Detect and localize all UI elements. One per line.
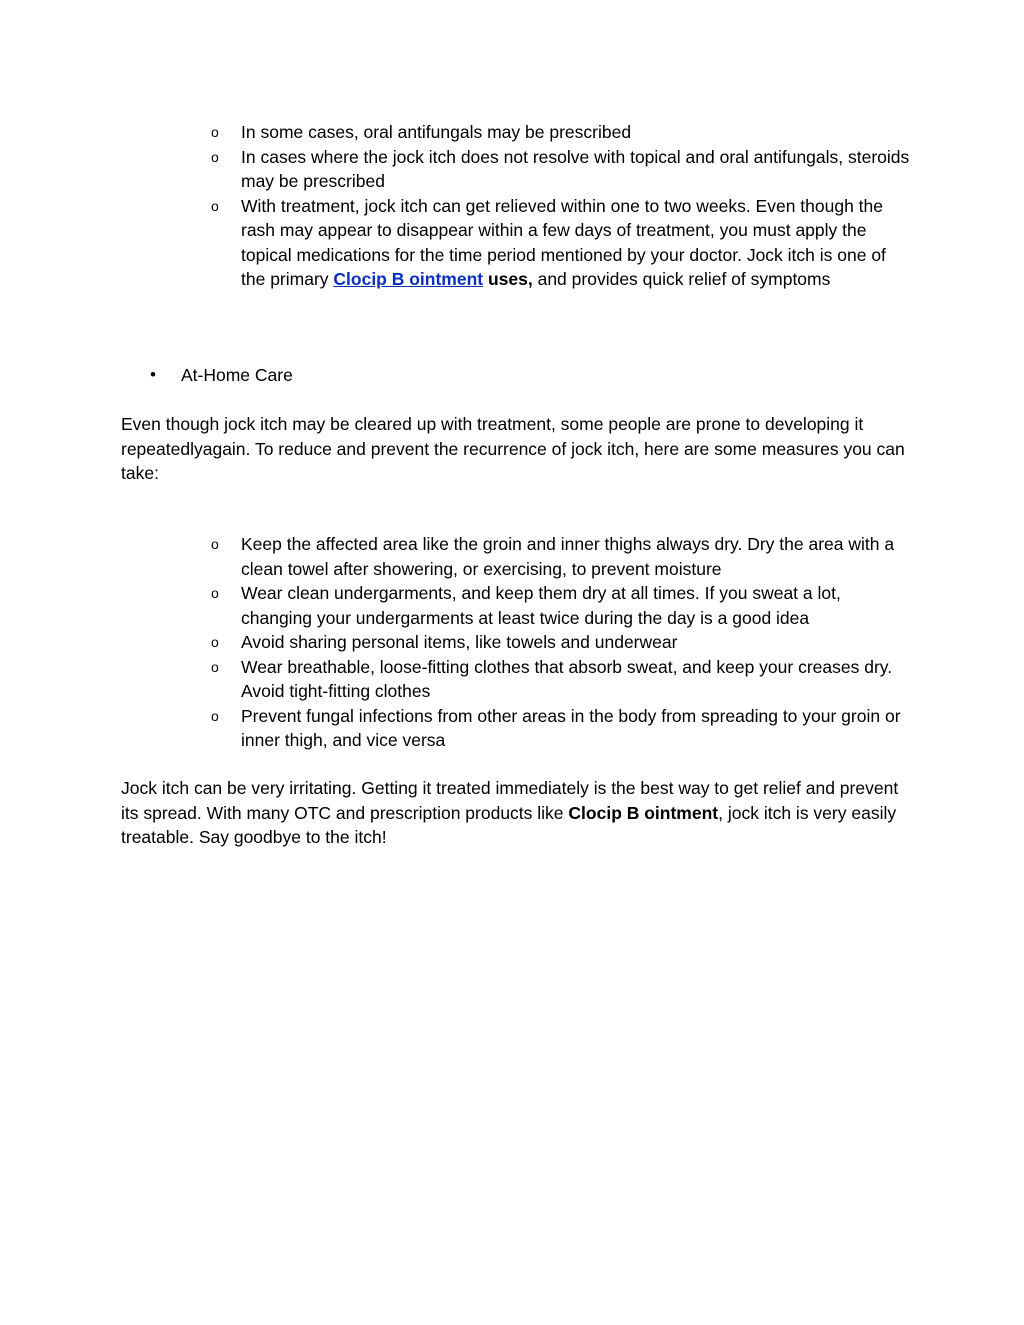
intro-paragraph: Even though jock itch may be cleared up with treatment, some people are prone to developing it repeatedlyagain. To reduce and prevent the recurrence of jock itch, here are some measures you can take: [121,414,905,483]
list-item [0,630,911,655]
list-item [0,194,911,292]
list-bullet: o [211,585,219,601]
list-item [0,532,911,581]
list-bullet: o [211,124,219,140]
measures-list [0,532,1024,753]
treatment-list [0,120,1024,292]
closing-text-end: , jock itch is very easily treatable. Say goodbye to the itch! [121,802,897,847]
list-item-text: Avoid sharing personal items, like towels and underwear [241,632,678,652]
list-item-text: Wear clean undergarments, and keep them dry at all times. If you sweat a lot, changing your undergarments at least twice during the day is a good idea [241,583,841,628]
list-bullet: o [211,197,219,214]
list-bullet: o [211,148,219,165]
list-bullet: o [211,658,219,675]
closing-paragraph [121,776,911,850]
list-item-text: In some cases, oral antifungals may be prescribed [241,122,632,142]
list-bullet: o [211,707,219,724]
list-item [0,655,911,704]
list-bullet: o [211,634,219,650]
at-home-care-label: At-Home Care [181,365,293,385]
list-item-text: Prevent fungal infections from other areas in the body from spreading to your groin or inner thigh, and vice versa [241,705,901,750]
bullet-icon: • [150,365,156,384]
list-item-text-end: and provides quick relief of symptoms [532,269,831,289]
list-item [0,581,911,630]
clocip-b-ointment-bold: Clocip B ointment [568,802,719,823]
list-item-text: In cases where the jock itch does not resolve with topical and oral antifungals, steroids may be prescribed [241,146,910,191]
list-item [0,145,911,194]
uses-bold-text: uses, [483,269,533,289]
closing-text-start: Jock itch can be very irritating. Getting it treated immediately is the best way to get relief and prevent its spread. With many OTC and prescription products like [121,778,899,823]
clocip-b-ointment-link[interactable]: Clocip B ointment [333,269,484,289]
list-item-text: Wear breathable, loose-fitting clothes that absorb sweat, and keep your creases dry. Avoid tight-fitting clothes [241,656,893,701]
list-bullet: o [211,536,219,552]
list-item [0,704,911,753]
list-item [0,120,911,145]
list-item-text: With treatment, jock itch can get relieved within one to two weeks. Even though the rash may appear to disappear within a few days of treatment, you must apply the topical medications for the time period mentioned by your doctor. Jock itch is one of the primary [241,195,886,289]
list-item-text: Keep the affected area like the groin and inner thighs always dry. Dry the area with a clean towel after showering, or exercising, to prevent moisture [241,534,895,579]
